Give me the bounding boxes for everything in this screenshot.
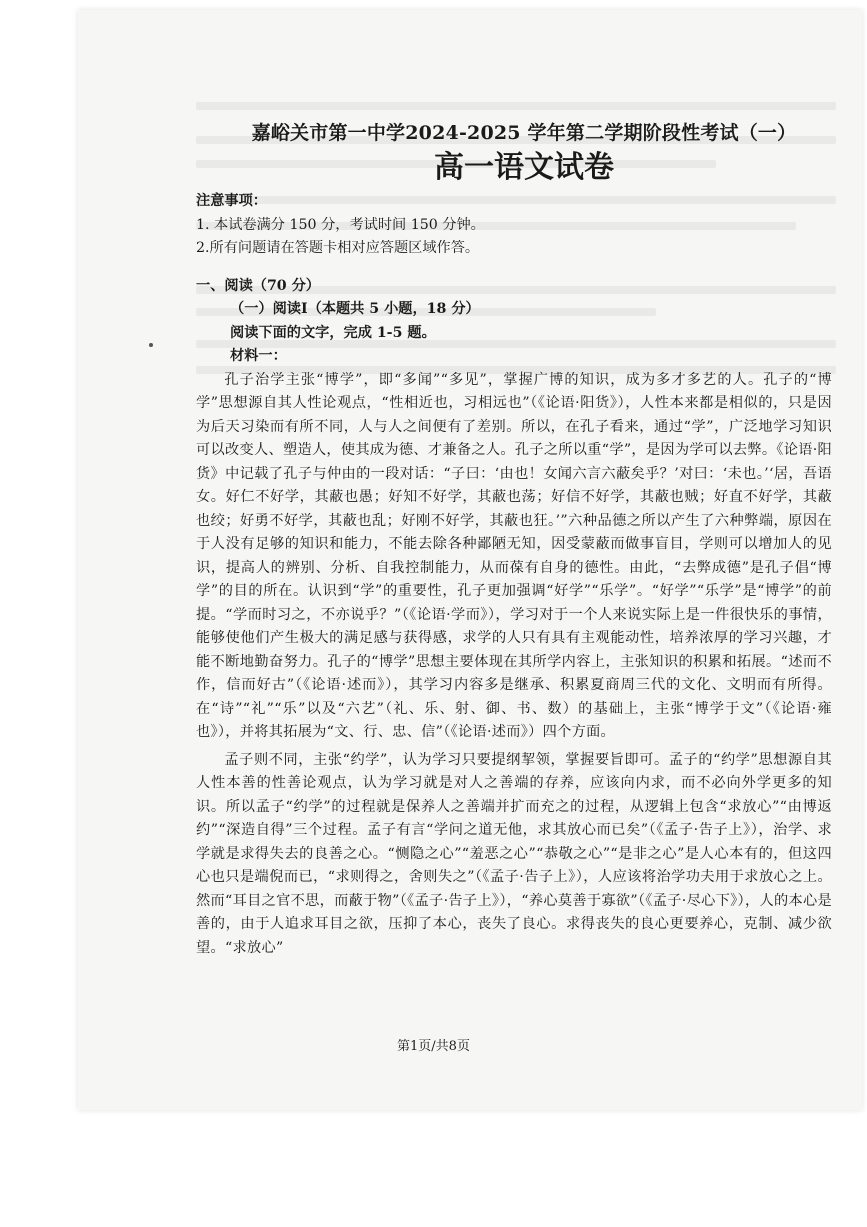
paper-title: 高一语文试卷 bbox=[434, 150, 614, 185]
school-title: 嘉峪关市第一中学2024-2025 学年第二学期阶段性考试（一） bbox=[251, 122, 797, 144]
material-label: 材料一： bbox=[230, 348, 287, 364]
paragraph: 孔子治学主张“博学”，即“多闻”“多见”，掌握广博的知识，成为多才多艺的人。孔子的“博学”思想源自其人性论观点，“性相近也，习相远也”（《论语·阳货》），人性本来都是相似的，只是因为后天习染而有所不同，人与人之间便有了差别。所以，在孔子看来，通过“学”，广泛地学习知识可以改变人、塑造人，使其成为德、才兼备之人。孔子之所以重“学”，是因为学可以去弊。《论语·阳货》中记载了孔子与仲由的一段对话：“子曰：‘由也！女闻六言六蔽矣乎？’对曰：‘未也。’‘居，吾语女。好仁不好学，其蔽也愚；好知不好学，其蔽也荡；好信不好学，其蔽也贼；好直不好学，其蔽也绞；好勇不好学，其蔽也乱；好刚不好学，其蔽也狂。’”六种品德之所以产生了六种弊端，原因在于人没有足够的知识和能力，不能去除各种鄙陋无知，因受蒙蔽而做事盲目，学则可以增加人的见识，提高人的辨别、分析、自我控制能力，从而葆有自身的德性。由此，“去弊成德”是孔子倡“博学”的目的所在。认识到“学”的重要性，孔子更加强调“好学”“乐学”。“好学”“乐学”是“博学”的前提。“学而时习之，不亦说乎？”（《论语·学而》），学习对于一个人来说实际上是一件很快乐的事情，能够使他们产生极大的满足感与获得感，求学的人只有具有主观能动性，培养浓厚的学习兴趣，才能不断地勤奋努力。孔子的“博学”思想主要体现在其所学内容上，主张知识的积累和拓展。“述而不作，信而好古”（《论语·述而》），其学习内容多是继承、积累夏商周三代的文化、文明而有所得。在“诗”“礼”“乐”以及“六艺”（礼、乐、射、御、书、数）的基础上，主张“博学于文”（《论语·雍也》），并将其拓展为“文、行、忠、信”（《论语·述而》）四个方面。 bbox=[196, 371, 832, 740]
notice-item: 2.所有问题请在答题卡相对应答题区域作答。 bbox=[196, 240, 480, 256]
paragraph: 孟子则不同，主张“约学”，认为学习只要提纲挈领，掌握要旨即可。孟子的“约学”思想源自其人性本善的性善论观点，认为学习就是对人之善端的存养，应该向内求，而不必向外学更多的知识。所以孟子“约学”的过程就是保养人之善端并扩而充之的过程，从逻辑上包含“求放心”“由博返约”“深造自得”三个过程。孟子有言“学问之道无他，求其放心而已矣”（《孟子·告子上》），治学、求学就是求得失去的良善之心。“恻隐之心”“羞恶之心”“恭敬之心”“是非之心”是人心本有的，但这四心也只是端倪而已，“求则得之，舍则失之”（《孟子·告子上》），人应该将治学功夫用于求放心之上。然而“耳目之官不思，而蔽于物”（《孟子·告子上》），“养心莫善于寡欲”（《孟子·尽心下》），人的本心是善的，由于人追求耳目之欲，压抑了本心，丧失了良心。求得丧失的良心更要养心，克制、减少欲望。“求放心” bbox=[196, 751, 832, 956]
page-number: 第1页/共8页 bbox=[397, 1039, 470, 1054]
punch-mark bbox=[149, 343, 153, 347]
notice-heading: 注意事项： bbox=[196, 193, 267, 209]
section-heading: 一、阅读（70 分） bbox=[196, 277, 320, 294]
subsection-heading: （一）阅读Ⅰ（本题共 5 小题，18 分） bbox=[230, 301, 480, 317]
notice-item: 1. 本试卷满分 150 分，考试时间 150 分钟。 bbox=[196, 216, 485, 233]
exam-content bbox=[196, 120, 832, 960]
instruction: 阅读下面的文字，完成 1-5 题。 bbox=[230, 324, 436, 341]
